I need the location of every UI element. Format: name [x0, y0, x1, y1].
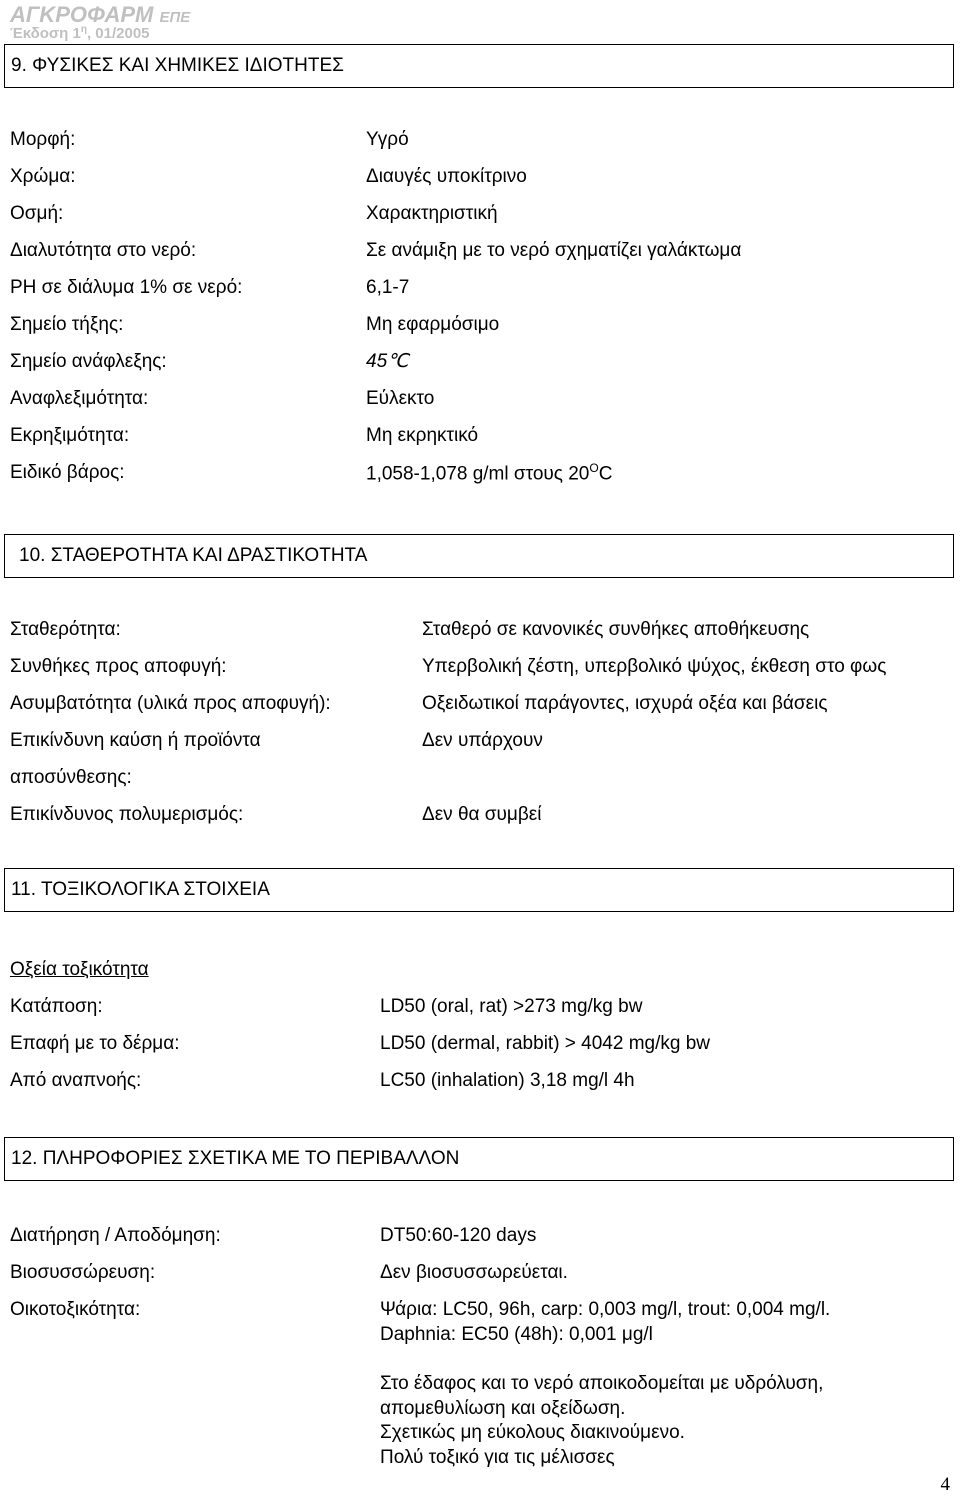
s9-value-form: Υγρό [366, 129, 409, 150]
s12-line-mobility: Σχετικώς μη εύκολους διακινούμενο. [380, 1422, 685, 1443]
s11-label-inhalation: Από αναπνοής: [10, 1070, 142, 1091]
s10-value-polymerization: Δεν θα συμβεί [422, 804, 542, 825]
s9-label-odor: Οσμή: [10, 203, 64, 224]
s12-value-ecotoxicity: Ψάρια: LC50, 96h, carp: 0,003 mg/l, trout: 0,004 mg/l. [380, 1299, 831, 1320]
s9-value-flashpoint: 45℃ [366, 351, 409, 372]
edition-info: Έκδοση $1^\eta$, 01/2005 [10, 24, 150, 42]
s9-label-explosivity: Εκρηξιμότητα: [10, 425, 130, 446]
s10-label-decomposition: Επικίνδυνη καύση ή προϊόντα [10, 730, 261, 751]
s11-label-ingestion: Κατάποση: [10, 996, 103, 1017]
section-11-heading: 11. ΤΟΞΙΚΟΛΟΓΙΚΑ ΣΤΟΙΧΕΙΑ [4, 868, 954, 912]
s12-label-ecotoxicity: Οικοτοξικότητα: [10, 1299, 141, 1320]
s12-line-demethylation: απομεθυλίωση και οξείδωση. [380, 1398, 626, 1419]
section-9-heading: 9. ΦΥΣΙΚΕΣ ΚΑΙ ΧΗΜΙΚΕΣ ΙΔΙΟΤΗΤΕΣ [4, 44, 954, 88]
s10-value-conditions: Υπερβολική ζέστη, υπερβολικό ψύχος, έκθεση στο φως [422, 656, 887, 677]
s9-value-melting: Μη εφαρμόσιμο [366, 314, 500, 335]
s11-value-inhalation: LC50 (inhalation) 3,18 mg/l 4h [380, 1070, 635, 1091]
s9-value-odor: Χαρακτηριστική [366, 203, 498, 224]
s11-value-ingestion: LD50 (oral, rat) >273 mg/kg bw [380, 996, 643, 1017]
company-name: ΑΓΚΡΟΦΑΡΜ ΕΠΕ [10, 2, 191, 27]
s9-label-melting: Σημείο τήξης: [10, 314, 124, 335]
section-12-heading: 12. ΠΛΗΡΟΦΟΡΙΕΣ ΣΧΕΤΙΚΑ ΜΕ ΤΟ ΠΕΡΙΒΑΛΛΟΝ [4, 1137, 954, 1181]
s10-label-polymerization: Επικίνδυνος πολυμερισμός: [10, 804, 244, 825]
s10-label-incompatibility: Ασυμβατότητα (υλικά προς αποφυγή): [10, 693, 331, 714]
s10-label-decomposition-2: αποσύνθεσης: [10, 767, 132, 788]
s10-value-decomposition: Δεν υπάρχουν [422, 730, 543, 751]
s9-value-explosivity: Μη εκρηκτικό [366, 425, 479, 446]
s10-value-stability: Σταθερό σε κανονικές συνθήκες αποθήκευσης [422, 619, 810, 640]
s9-value-flammability: Εύλεκτο [366, 388, 435, 409]
s9-label-solubility: Διαλυτότητα στο νερό: [10, 240, 197, 261]
s10-value-incompatibility: Οξειδωτικοί παράγοντες, ισχυρά οξέα και βάσεις [422, 693, 828, 714]
section-10-heading: 10. ΣΤΑΘΕΡΟΤΗΤΑ ΚΑΙ ΔΡΑΣΤΙΚΟΤΗΤΑ [4, 534, 954, 578]
s12-label-degradation: Διατήρηση / Αποδόμηση: [10, 1225, 221, 1246]
s12-line-soil-water: Στο έδαφος και το νερό αποικοδομείται με υδρόλυση, [380, 1373, 824, 1394]
page-number: 4 [940, 1474, 950, 1495]
s9-value-density: 1,058-1,078 g/ml στους $20^OC$ [366, 461, 613, 485]
s9-label-color: Χρώμα: [10, 166, 76, 187]
s12-value-bioaccumulation: Δεν βιοσυσσωρεύεται. [380, 1262, 568, 1283]
s10-label-conditions: Συνθήκες προς αποφυγή: [10, 656, 227, 677]
s9-label-form: Μορφή: [10, 129, 76, 150]
s9-label-density: Ειδικό βάρος: [10, 462, 125, 483]
s12-line-bees: Πολύ τοξικό για τις μέλισσες [380, 1447, 615, 1468]
s9-value-color: Διαυγές υποκίτρινο [366, 166, 527, 187]
s9-value-ph: 6,1-7 [366, 277, 410, 298]
s12-line-daphnia: Daphnia: EC50 (48h): 0,001 μg/l [380, 1324, 653, 1345]
s9-label-flashpoint: Σημείο ανάφλεξης: [10, 351, 167, 372]
s9-value-solubility: Σε ανάμιξη με το νερό σχηματίζει γαλάκτωμα [366, 240, 742, 261]
s10-label-stability: Σταθερότητα: [10, 619, 121, 640]
s11-value-skin: LD50 (dermal, rabbit) > 4042 mg/kg bw [380, 1033, 711, 1054]
s12-label-bioaccumulation: Βιοσυσσώρευση: [10, 1262, 156, 1283]
s12-value-degradation: DT50:60-120 days [380, 1225, 537, 1246]
s11-subtitle: Οξεία τοξικότητα [10, 959, 149, 980]
s11-label-skin: Επαφή με το δέρμα: [10, 1033, 180, 1054]
s9-label-flammability: Αναφλεξιμότητα: [10, 388, 149, 409]
s9-label-ph: PH σε διάλυμα 1% σε νερό: [10, 277, 243, 298]
